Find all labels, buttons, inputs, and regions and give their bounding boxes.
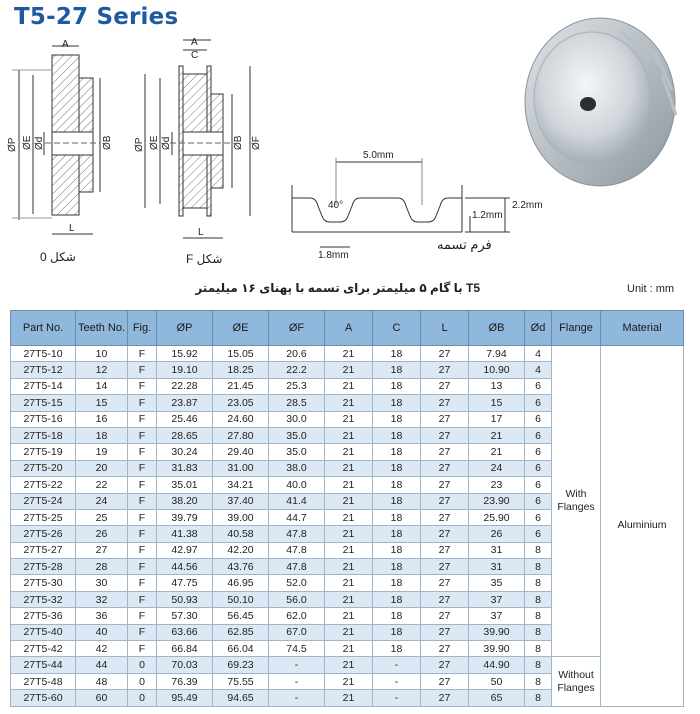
table-cell: F [128,526,157,542]
table-cell: 27T5-20 [11,460,76,476]
table-cell: 18 [373,477,421,493]
table-cell: 27T5-15 [11,395,76,411]
table-cell: 31.00 [213,460,269,476]
table-cell: 27 [421,395,469,411]
table-cell: 22.2 [269,362,325,378]
table-cell: 8 [525,608,552,624]
figf-dim-c: C [191,50,199,61]
table-cell: 18 [373,427,421,443]
table-cell: 18 [76,427,128,443]
table-cell: 18 [373,411,421,427]
figf-dim-l: L [198,227,204,238]
table-cell: 6 [525,427,552,443]
table-cell: 35.0 [269,427,325,443]
table-cell: 31 [469,542,525,558]
table-cell: 18 [373,591,421,607]
table-cell: 37.40 [213,493,269,509]
table-cell: 18.25 [213,362,269,378]
table-cell: 47.8 [269,526,325,542]
table-cell: 27T5-36 [11,608,76,624]
table-cell: 66.04 [213,641,269,657]
table-cell: 8 [525,591,552,607]
technical-drawings [0,0,700,300]
table-cell: 34.21 [213,477,269,493]
table-cell: 27T5-60 [11,690,76,706]
table-cell: F [128,608,157,624]
table-cell: 27T5-18 [11,427,76,443]
table-cell: 21 [325,460,373,476]
fig0-dim-a: A [62,39,69,50]
table-cell: 18 [373,509,421,525]
table-cell: F [128,362,157,378]
table-cell: 21 [325,559,373,575]
table-cell: - [373,657,421,673]
table-cell: 23 [469,477,525,493]
table-cell: 21 [325,575,373,591]
table-cell: 8 [525,690,552,706]
table-cell: 27 [421,690,469,706]
table-cell: F [128,559,157,575]
table-cell: 20.6 [269,346,325,362]
table-cell: 39.90 [469,641,525,657]
figf-dim-d: Ød [161,136,172,150]
table-cell: 39.90 [469,624,525,640]
table-cell: 21 [325,526,373,542]
spec-table [10,310,684,707]
table-cell: - [373,673,421,689]
table-cell: 29.40 [213,444,269,460]
table-cell: 10 [76,346,128,362]
table-cell: 21 [325,477,373,493]
profile-angle: 40° [328,200,344,211]
table-cell: 21 [325,493,373,509]
col-header: A [325,311,373,346]
table-cell: 18 [373,378,421,394]
table-cell: 31 [469,559,525,575]
table-cell: 25.3 [269,378,325,394]
table-cell: 21 [469,444,525,460]
table-cell: F [128,460,157,476]
table-cell: 41.4 [269,493,325,509]
table-cell: 94.65 [213,690,269,706]
table-cell: 18 [373,624,421,640]
table-cell: 21 [325,395,373,411]
table-cell: F [128,427,157,443]
table-cell: 8 [525,641,552,657]
table-cell: 6 [525,477,552,493]
table-cell: 31.83 [157,460,213,476]
table-cell: 18 [373,641,421,657]
table-cell: 22.28 [157,378,213,394]
table-cell: 40 [76,624,128,640]
table-cell: 24.60 [213,411,269,427]
table-cell: 19.10 [157,362,213,378]
table-cell: 27 [421,362,469,378]
table-cell: 66.84 [157,641,213,657]
table-cell: 17 [469,411,525,427]
table-cell: 15.92 [157,346,213,362]
table-cell: 6 [525,526,552,542]
col-header: ØP [157,311,213,346]
table-cell: 23.05 [213,395,269,411]
table-cell: 27T5-48 [11,673,76,689]
table-cell: 27T5-40 [11,624,76,640]
table-cell: 8 [525,575,552,591]
table-cell: 27 [421,624,469,640]
table-cell: 27T5-30 [11,575,76,591]
table-cell: 57.30 [157,608,213,624]
table-cell: 37 [469,608,525,624]
table-cell: 27T5-22 [11,477,76,493]
table-cell: 27 [421,477,469,493]
table-cell: 21 [325,624,373,640]
table-cell: 27 [421,657,469,673]
col-header: ØE [213,311,269,346]
table-cell: 75.55 [213,673,269,689]
table-cell: 0 [128,657,157,673]
table-cell: 21.45 [213,378,269,394]
table-cell: 27 [421,411,469,427]
figf-dim-f: ØF [251,136,262,150]
fig0-dim-d: Ød [34,136,45,150]
table-cell: 67.0 [269,624,325,640]
table-cell: 27T5-42 [11,641,76,657]
table-cell: 46.95 [213,575,269,591]
table-cell: 62.0 [269,608,325,624]
table-cell: 21 [325,509,373,525]
table-cell: F [128,591,157,607]
table-cell: 7.94 [469,346,525,362]
col-header: Teeth No. [76,311,128,346]
table-cell: F [128,346,157,362]
table-cell: 12 [76,362,128,378]
table-cell: 4 [525,362,552,378]
table-cell: 42.20 [213,542,269,558]
table-cell: 18 [373,526,421,542]
table-cell: F [128,411,157,427]
table-cell: 27T5-32 [11,591,76,607]
table-cell: 42 [76,641,128,657]
table-cell: 23.87 [157,395,213,411]
table-cell: 42.97 [157,542,213,558]
fig0-caption: شکل 0 [40,250,76,264]
table-cell: 65 [469,690,525,706]
col-header: Material [601,311,684,346]
profile-caption: فرم تسمه [437,237,492,252]
table-subtitle: T5 با گام ۵ میلیمتر برای تسمه با پهنای ۱۶ میلیمتر [195,281,480,295]
table-cell: 26 [76,526,128,542]
table-cell: F [128,624,157,640]
unit-label: Unit : mm [627,283,675,295]
table-cell: 21 [325,378,373,394]
col-header: ØF [269,311,325,346]
table-cell: 27T5-26 [11,526,76,542]
table-cell: F [128,395,157,411]
flange-with-cell: With Flanges [552,346,601,657]
table-cell: 18 [373,362,421,378]
table-cell: 8 [525,624,552,640]
table-cell: 26 [469,526,525,542]
table-cell: 27 [421,493,469,509]
table-cell: 18 [373,346,421,362]
table-cell: 19 [76,444,128,460]
table-cell: 28.65 [157,427,213,443]
table-cell: 0 [128,673,157,689]
table-cell: 74.5 [269,641,325,657]
table-cell: 48 [76,673,128,689]
table-cell: 27T5-28 [11,559,76,575]
table-cell: 25 [76,509,128,525]
table-cell: 27T5-27 [11,542,76,558]
table-cell: 15 [76,395,128,411]
table-cell: 27T5-19 [11,444,76,460]
table-cell: 27T5-25 [11,509,76,525]
table-cell: F [128,378,157,394]
profile-width-tooth: 1.8mm [318,250,349,261]
table-cell: 6 [525,493,552,509]
figf-dim-b: ØB [233,135,244,150]
table-cell: 25.46 [157,411,213,427]
table-cell: 16 [76,411,128,427]
table-cell: F [128,641,157,657]
table-cell: 18 [373,493,421,509]
table-cell: 18 [373,608,421,624]
table-cell: 44.90 [469,657,525,673]
table-cell: 27 [421,444,469,460]
profile-pitch: 5.0mm [363,150,394,161]
table-cell: 69.23 [213,657,269,673]
table-cell: 63.66 [157,624,213,640]
table-cell: F [128,509,157,525]
table-cell: - [269,657,325,673]
table-cell: - [373,690,421,706]
page-title: T5-27 Series [14,4,179,30]
table-cell: 27 [76,542,128,558]
table-cell: 10.90 [469,362,525,378]
table-cell: 27 [421,346,469,362]
table-cell: 37 [469,591,525,607]
fig0-dim-e: ØE [22,135,33,150]
table-cell: 27 [421,673,469,689]
table-cell: 27T5-16 [11,411,76,427]
table-cell: 21 [325,542,373,558]
col-header: C [373,311,421,346]
table-cell: 18 [373,559,421,575]
table-cell: 21 [325,362,373,378]
table-cell: 27 [421,509,469,525]
figf-dim-a: A [191,37,198,48]
table-cell: 95.49 [157,690,213,706]
table-cell: 36 [76,608,128,624]
table-cell: 70.03 [157,657,213,673]
table-cell: 27T5-14 [11,378,76,394]
table-cell: 21 [325,591,373,607]
table-cell: 41.38 [157,526,213,542]
table-cell: 8 [525,542,552,558]
table-cell: 23.90 [469,493,525,509]
table-cell: 8 [525,559,552,575]
table-cell: 47.8 [269,542,325,558]
table-cell: 52.0 [269,575,325,591]
table-cell: 30.24 [157,444,213,460]
table-cell: 27T5-10 [11,346,76,362]
table-cell: 56.0 [269,591,325,607]
table-cell: 13 [469,378,525,394]
table-cell: 21 [325,657,373,673]
table-cell: 6 [525,509,552,525]
table-cell: 40.58 [213,526,269,542]
table-row [11,657,684,673]
table-cell: 32 [76,591,128,607]
table-row [11,346,684,362]
table-cell: F [128,542,157,558]
table-cell: 44.56 [157,559,213,575]
table-cell: 27 [421,591,469,607]
col-header: Part No. [11,311,76,346]
table-cell: 27 [421,460,469,476]
table-cell: F [128,477,157,493]
table-cell: F [128,575,157,591]
table-cell: 44 [76,657,128,673]
table-cell: 39.79 [157,509,213,525]
figf-dim-e: ØE [149,135,160,150]
table-cell: 21 [325,444,373,460]
table-cell: 8 [525,657,552,673]
table-cell: 18 [373,395,421,411]
table-cell: 18 [373,444,421,460]
material-cell: Aluminium [601,346,684,707]
table-cell: 76.39 [157,673,213,689]
col-header: Ød [525,311,552,346]
table-cell: - [269,690,325,706]
table-cell: 50 [469,673,525,689]
table-cell: 62.85 [213,624,269,640]
table-cell: 21 [325,673,373,689]
belt-profile-drawing [292,158,510,247]
table-cell: 47.8 [269,559,325,575]
table-cell: 27 [421,526,469,542]
table-cell: 27T5-44 [11,657,76,673]
table-cell: 35.0 [269,444,325,460]
table-cell: 39.00 [213,509,269,525]
table-cell: 21 [325,690,373,706]
table-cell: 44.7 [269,509,325,525]
table-cell: 4 [525,346,552,362]
table-cell: 38.0 [269,460,325,476]
table-cell: 22 [76,477,128,493]
table-cell: 27 [421,542,469,558]
table-cell: 6 [525,411,552,427]
profile-height-total: 2.2mm [512,200,543,211]
table-cell: 21 [325,346,373,362]
table-cell: 27 [421,575,469,591]
table-body [11,346,684,707]
table-cell: 27T5-24 [11,493,76,509]
table-cell: 24 [76,493,128,509]
table-cell: 8 [525,673,552,689]
table-cell: 21 [325,427,373,443]
figf-dim-p: ØP [134,137,145,152]
table-cell: 27T5-12 [11,362,76,378]
table-cell: 38.20 [157,493,213,509]
col-header: L [421,311,469,346]
table-cell: 50.93 [157,591,213,607]
table-cell: 6 [525,378,552,394]
table-cell: 40.0 [269,477,325,493]
table-cell: 18 [373,460,421,476]
table-cell: 21 [325,641,373,657]
table-cell: 24 [469,460,525,476]
table-cell: - [269,673,325,689]
table-cell: F [128,493,157,509]
table-cell: 60 [76,690,128,706]
table-cell: 6 [525,460,552,476]
flange-without-cell: Without Flanges [552,657,601,706]
table-cell: 47.75 [157,575,213,591]
table-cell: 6 [525,395,552,411]
table-cell: 25.90 [469,509,525,525]
table-cell: 35.01 [157,477,213,493]
col-header: Flange [552,311,601,346]
table-cell: 21 [325,608,373,624]
profile-height-tooth: 1.2mm [472,210,503,221]
col-header: Fig. [128,311,157,346]
table-cell: 28 [76,559,128,575]
table-cell: 27.80 [213,427,269,443]
table-cell: 21 [325,411,373,427]
table-cell: 14 [76,378,128,394]
fig0-dim-l: L [69,223,75,234]
table-cell: 27 [421,378,469,394]
table-cell: 43.76 [213,559,269,575]
table-cell: 18 [373,542,421,558]
pulley-photo [525,18,676,186]
fig0-dim-b: ØB [102,135,113,150]
table-cell: 56.45 [213,608,269,624]
fig0-dim-p: ØP [7,137,18,152]
table-cell: 30 [76,575,128,591]
table-cell: 27 [421,559,469,575]
table-cell: 18 [373,575,421,591]
table-cell: 27 [421,641,469,657]
figf-caption: شکل F [186,252,223,266]
table-cell: 35 [469,575,525,591]
table-cell: 27 [421,608,469,624]
table-cell: 20 [76,460,128,476]
table-cell: 21 [469,427,525,443]
table-header-row [11,311,684,346]
col-header: ØB [469,311,525,346]
table-cell: 6 [525,444,552,460]
table-cell: 15.05 [213,346,269,362]
table-cell: 15 [469,395,525,411]
table-cell: 50.10 [213,591,269,607]
table-cell: F [128,444,157,460]
table-cell: 27 [421,427,469,443]
table-cell: 30.0 [269,411,325,427]
table-cell: 28.5 [269,395,325,411]
table-cell: 0 [128,690,157,706]
